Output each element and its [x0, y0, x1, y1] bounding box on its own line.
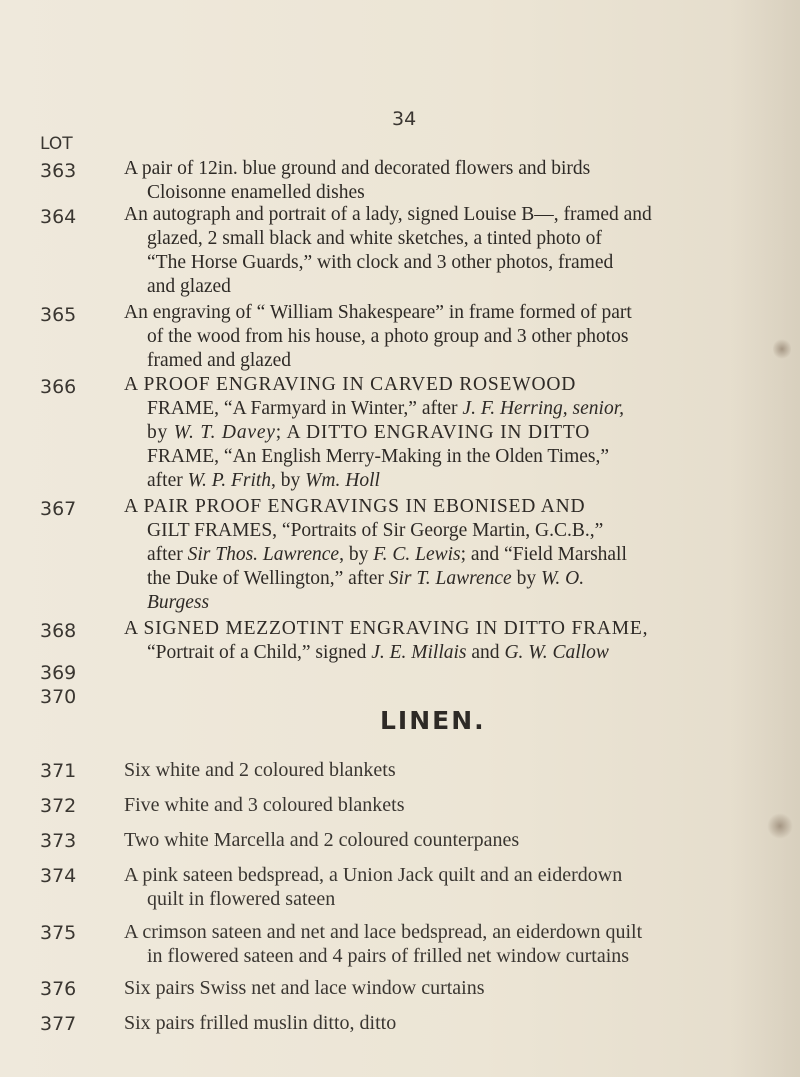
lot-number-371: 371: [40, 760, 77, 782]
lot-368-description: A SIGNED MEZZOTINT ENGRAVING IN DITTO FRAME, “Portrait of a Child,” signed J. E. Millais and G. W. Callow: [124, 618, 649, 663]
lot-373-description: Two white Marcella and 2 coloured counterpanes: [124, 829, 520, 851]
paper-smudge: [767, 813, 793, 839]
lot-number-375: 375: [40, 922, 77, 944]
lot-number-366: 366: [40, 376, 77, 398]
lot-number-369: 369: [40, 662, 77, 684]
lot-number-370: 370: [40, 686, 77, 708]
lot-372-description: Five white and 3 coloured blankets: [124, 794, 405, 816]
lot-number-368: 368: [40, 620, 77, 642]
page-edge-shadow: [730, 0, 800, 1077]
lot-374-description: A pink sateen bedspread, a Union Jack quilt and an eiderdown quilt in flowered sateen: [124, 864, 623, 910]
section-heading-linen: LINEN.: [380, 706, 486, 735]
lot-number-367: 367: [40, 498, 77, 520]
lot-number-363: 363: [40, 160, 77, 182]
lot-number-372: 372: [40, 795, 77, 817]
lot-366-description: A PROOF ENGRAVING IN CARVED ROSEWOOD FRAME, “A Farmyard in Winter,” after J. F. Herring, senior, by W. T. Davey; A DITTO ENGRAVING IN DITTO FRAME, “An English Merry-Making in the Olden Times,” after W. P. Frith, by Wm. Holl: [124, 374, 625, 491]
lot-column-header: LOT: [40, 134, 73, 154]
lot-376-description: Six pairs Swiss net and lace window curtains: [124, 977, 485, 999]
lot-367-description: A PAIR PROOF ENGRAVINGS IN EBONISED AND GILT FRAMES, “Portraits of Sir George Martin, G.C.B.,” after Sir Thos. Lawrence, by F. C. Lewis; and “Field Marshall the Duke of Wellington,” after Sir T. Lawrence by W. O. Burgess: [124, 496, 627, 613]
lot-number-364: 364: [40, 206, 77, 228]
page-number: 34: [392, 108, 417, 130]
lot-365-description: An engraving of “ William Shakespeare” in frame formed of part of the wood from his house, a photo group and 3 other photos framed and glazed: [124, 302, 632, 371]
lot-number-365: 365: [40, 304, 77, 326]
lot-377-description: Six pairs frilled muslin ditto, ditto: [124, 1012, 397, 1034]
lot-number-377: 377: [40, 1013, 77, 1035]
lot-371-description: Six white and 2 coloured blankets: [124, 759, 396, 781]
lot-number-373: 373: [40, 830, 77, 852]
lot-364-description: An autograph and portrait of a lady, signed Louise B—, framed and glazed, 2 small black and white sketches, a tinted photo of “The Horse Guards,” with clock and 3 other photos, framed and glazed: [124, 204, 652, 297]
lot-number-374: 374: [40, 865, 77, 887]
lot-363-description: A pair of 12in. blue ground and decorated flowers and birds Cloisonne enamelled dishes: [124, 158, 591, 203]
lot-number-376: 376: [40, 978, 77, 1000]
paper-smudge: [773, 338, 791, 360]
lot-375-description: A crimson sateen and net and lace bedspread, an eiderdown quilt in flowered sateen and 4 pairs of frilled net window curtains: [124, 921, 643, 967]
